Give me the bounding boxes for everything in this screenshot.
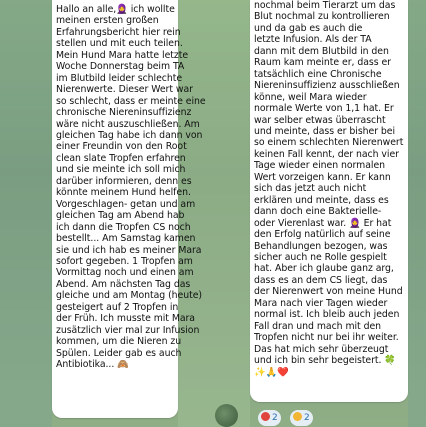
message-line: könnte meinem Hund helfen.: [56, 187, 191, 199]
message-bubble-right[interactable]: [250, 0, 408, 402]
message-line: gleichen Tag habe ich dann von: [56, 129, 203, 141]
message-line: Wert vorzeigen kann. Er kann: [254, 171, 391, 183]
message-line: sofort gegeben. 1 Tropfen am: [56, 255, 193, 267]
thumbs-up-icon: [293, 412, 302, 421]
message-line: so schlecht, dass er meinte eine: [56, 95, 206, 107]
message-line: normal ist. Ich bleib auch jeden: [254, 309, 400, 321]
heart-icon: [261, 412, 270, 421]
message-line: den Erfolg natürlich auf seine: [254, 229, 391, 241]
message-line: Abend. Am nächsten Tag das: [56, 278, 191, 290]
message-line: und sie meinte ich soll mich: [56, 164, 186, 176]
message-line: Hallo an alle,🧕 ich wollte: [56, 4, 175, 15]
message-line: normale Werte von 1,1 hat. Er: [254, 103, 394, 115]
message-text: [56, 4, 206, 371]
message-line: Blut nochmal zu kontrollieren: [254, 11, 390, 23]
message-line: Spülen. Leider gab es auch: [56, 347, 182, 359]
message-line: clean slate Tropfen erfahren: [56, 152, 186, 164]
message-line: Fall dran und mach mit den: [254, 320, 382, 332]
message-line: Tage wieder einen normalen: [254, 160, 386, 172]
message-line: Behandlungen bezogen, was: [254, 240, 388, 252]
message-line: erklären und meinte, dass es: [254, 194, 389, 206]
reaction-count: 2: [304, 413, 310, 423]
message-line: Antibiotika... 🙈: [56, 359, 129, 371]
message-line: und meinte, dass er bisher bei: [254, 125, 396, 137]
message-line: stellen und mit euch teilen.: [56, 38, 183, 50]
message-line: kommen, um die Nieren zu: [56, 336, 182, 348]
wallpaper-band: [0, 0, 52, 427]
message-line: so einem schlechten Nierenwert: [254, 137, 404, 149]
message-line: bestellt... Am Samstag kamen: [56, 233, 196, 245]
message-line: dann doch eine Bakterielle-: [254, 206, 382, 218]
message-line: könne, weil Mara wieder: [254, 91, 367, 103]
message-line: Mara nach vier Tagen wieder: [254, 297, 388, 309]
message-line: nochmal beim Tierarzt um das: [254, 0, 396, 11]
message-line: und ich bin sehr begeistert. 🍀: [254, 355, 396, 367]
message-line: tatsächlich eine Chronische: [254, 68, 382, 80]
message-line: sicher auch ne Rolle gespielt: [254, 251, 387, 263]
wallpaper-band: [408, 0, 426, 427]
message-line: Raum kam meinte er, dass er: [254, 57, 391, 69]
message-line: hat. Aber ich glaube ganz arg,: [254, 263, 394, 275]
message-line: darüber informieren, denn es: [56, 175, 192, 187]
message-line: und da gab es auch die: [254, 22, 363, 34]
reaction-count: 2: [272, 413, 278, 423]
message-line: gleiche und am Montag (heute): [56, 290, 203, 302]
message-line: Das hat mich sehr überzeugt: [254, 343, 389, 355]
message-line: im Blutbild leider schlechte: [56, 72, 183, 84]
message-line: letzte Infusion. Als der TA: [254, 34, 372, 46]
message-line: sie und ich hab es meiner Mara: [56, 244, 202, 256]
message-line: der Nierenwert von meine Hund: [254, 286, 403, 298]
message-line: einer Freundin von den Root: [56, 141, 187, 153]
message-line: Erfahrungsbericht hier rein: [56, 26, 181, 38]
message-line: Vorgeschlagen- getan und am: [56, 198, 196, 210]
message-line: chronische Niereninsuffizienz: [56, 107, 192, 119]
message-line: wäre nicht auszuschließen. Am: [56, 118, 200, 130]
message-line: gleichen Tag am Abend hab: [56, 210, 185, 222]
reaction-thumbs-up[interactable]: [290, 410, 313, 426]
message-text: [254, 0, 403, 378]
message-line: meinen ersten großen: [56, 15, 159, 27]
message-line: Vormittag noch und einen am: [56, 267, 194, 279]
message-line: dass es an dem CS liegt, das: [254, 274, 388, 286]
message-line: oder Vierenlast war. 🧕 Er hat: [254, 217, 392, 229]
message-line: ✨🙏❤️: [254, 366, 289, 378]
message-line: Mein Hund Mara hatte letzte: [56, 49, 189, 61]
message-line: Niereninsuffizienz ausschließen: [254, 80, 400, 92]
message-line: keinen Fall kennt, der nach vier: [254, 148, 399, 160]
message-line: sich das jetzt auch nicht: [254, 183, 367, 195]
reaction-heart[interactable]: [258, 410, 281, 426]
message-line: zusätzlich vier mal zur Infusion: [56, 324, 200, 336]
message-line: gesteigert auf 2 Tropfen in: [56, 301, 179, 313]
message-line: Woche Donnerstag beim TA: [56, 61, 185, 73]
sender-avatar[interactable]: [215, 404, 238, 427]
message-line: Nierenwerte. Dieser Wert war: [56, 84, 193, 96]
message-line: war selber etwas überrascht: [254, 114, 386, 126]
message-line: der Früh. Ich musste mit Mara: [56, 313, 195, 325]
message-bubble-left[interactable]: [52, 0, 206, 418]
message-line: ich dann die Tropfen CS noch: [56, 221, 191, 233]
message-line: Tropfen nicht nur bei ihr weiter.: [254, 332, 399, 344]
message-line: dann mit dem Blutbild in den: [254, 45, 389, 57]
